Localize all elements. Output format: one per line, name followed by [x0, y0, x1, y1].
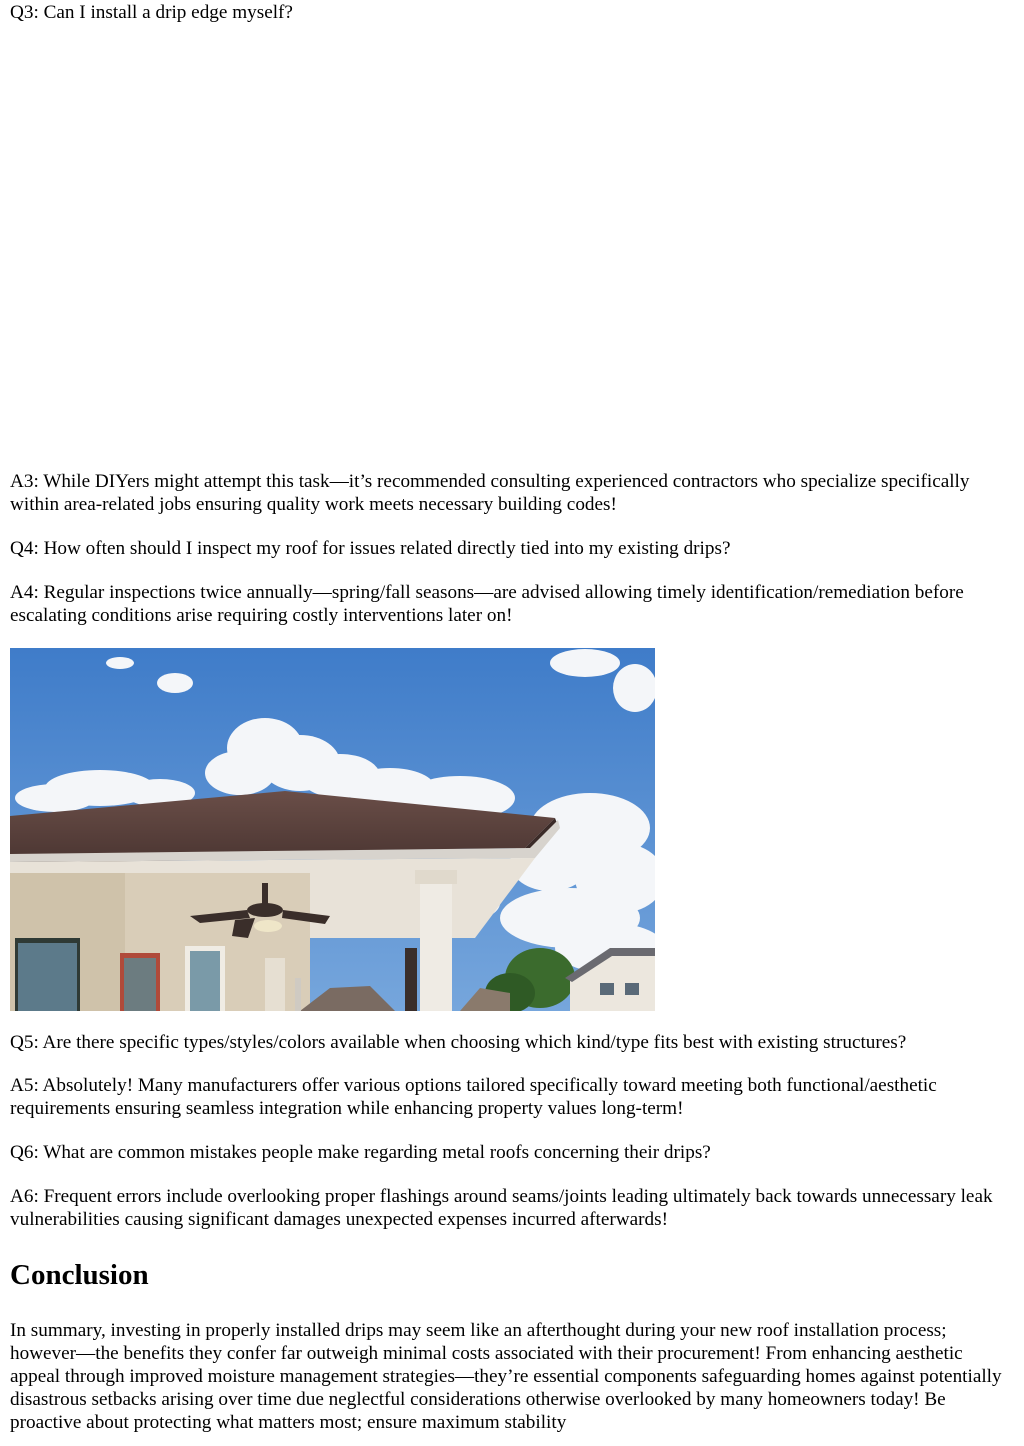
faq-question-6: Q6: What are common mistakes people make regarding metal roofs concerning their drips?	[10, 1142, 711, 1163]
faq-answer-3: A3: While DIYers might attempt this task—it’s recommended consulting experienced contractors who specialize specifically within area-related jobs ensuring quality work meets necessary building codes!	[10, 471, 970, 515]
faq-question-4: Q4: How often should I inspect my roof for issues related directly tied into my existing drips?	[10, 538, 731, 559]
conclusion-paragraph: In summary, investing in properly installed drips may seem like an afterthought during your new roof installation process; however—the benefits they confer far outweigh minimal costs associated with their procurement! From enhancing aesthetic appeal through improved moisture management strategies—they’re essential components safeguarding homes against potentially disastrous setbacks arising over time due neglectful considerations otherwise overlooked by many homeowners today! Be proactive about protecting what matters most; ensure maximum stability	[10, 1320, 1002, 1433]
roof-photo	[10, 648, 655, 1011]
faq-answer-5: A5: Absolutely! Many manufacturers offer various options tailored specifically toward meeting both functional/aesthetic requirements ensuring seamless integration while enhancing property values long-term!	[10, 1075, 937, 1119]
faq-answer-6: A6: Frequent errors include overlooking proper flashings around seams/joints leading ultimately back towards unnecessary leak vulnerabilities causing significant damages unexpected expenses incurred afterwards!	[10, 1186, 993, 1230]
faq-question-3: Q3: Can I install a drip edge myself?	[10, 2, 293, 23]
faq-answer-4: A4: Regular inspections twice annually—spring/fall seasons—are advised allowing timely identification/remediation before escalating conditions arise requiring costly interventions later on!	[10, 582, 964, 626]
faq-question-5: Q5: Are there specific types/styles/colors available when choosing which kind/type fits best with existing structures?	[10, 1032, 907, 1053]
conclusion-heading: Conclusion	[10, 1259, 149, 1291]
